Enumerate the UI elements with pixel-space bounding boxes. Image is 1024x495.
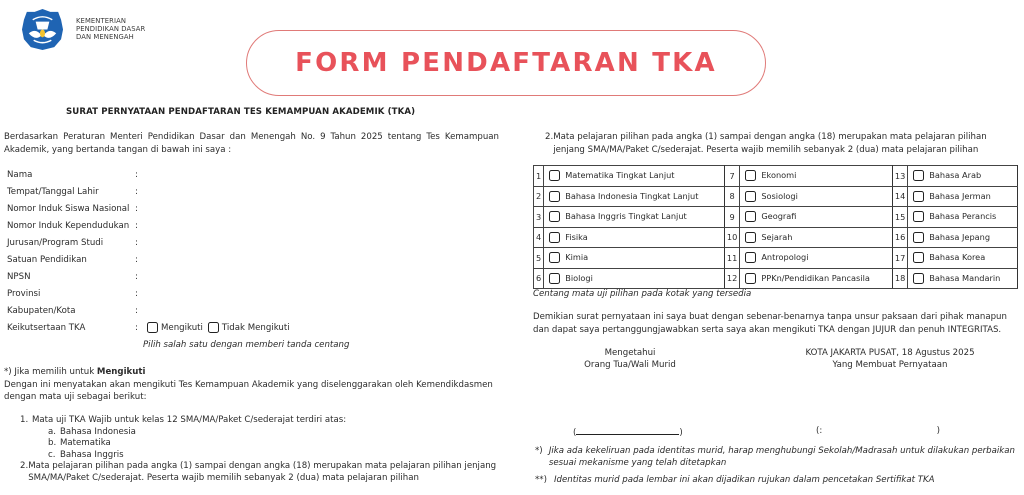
paren-close: ) — [936, 426, 940, 436]
field-label: NPSN — [7, 271, 31, 282]
subject-option[interactable] — [908, 166, 1018, 187]
field-colon: : — [135, 186, 138, 197]
subject-checkbox[interactable] — [913, 191, 924, 202]
ministry-name — [76, 17, 145, 42]
checkbox-tidak-mengikuti[interactable] — [208, 322, 219, 333]
subject-label: Bahasa Inggris Tingkat Lanjut — [565, 211, 687, 222]
subject-label: Bahasa Jerman — [929, 190, 991, 201]
field-tempat-tanggal-lahir[interactable] — [7, 183, 293, 200]
place-date: KOTA JAKARTA PUSAT, 18 Agustus 2025 — [805, 348, 975, 358]
subject-label: Bahasa Perancis — [929, 211, 997, 222]
elective-instructions — [545, 131, 1017, 156]
subject-number: 10 — [724, 227, 739, 248]
option-label: Tidak Mengikuti — [221, 322, 290, 333]
elective-subjects-table — [533, 165, 1018, 289]
list-number: 2. — [20, 461, 29, 471]
subject-checkbox[interactable] — [745, 232, 756, 243]
subject-checkbox[interactable] — [745, 252, 756, 263]
subject-checkbox[interactable] — [745, 170, 756, 181]
subject-label: Geografi — [761, 211, 797, 222]
subject-label: Fisika — [565, 231, 588, 242]
subject-checkbox[interactable] — [745, 191, 756, 202]
intro-paragraph: Berdasarkan Peraturan Menteri Pendidikan Dasar dan Menengah No. 9 Tahun 2025 tentang Tes Kemampuan Akademik, yang bertanda tangan di bawah ini saya : — [4, 132, 499, 155]
subject-checkbox[interactable] — [913, 232, 924, 243]
sub-text: Bahasa Indonesia — [60, 426, 136, 437]
subject-label: Antropologi — [761, 252, 809, 263]
field-keikutsertaan — [7, 319, 293, 336]
subject-checkbox[interactable] — [549, 273, 560, 284]
subject-option[interactable] — [544, 207, 725, 228]
subject-option[interactable] — [544, 186, 725, 207]
subject-label: Matematika Tingkat Lanjut — [565, 170, 675, 181]
subject-option[interactable] — [908, 268, 1018, 289]
subject-number: 3 — [534, 207, 544, 228]
table-row — [534, 166, 1018, 187]
subject-checkbox[interactable] — [913, 252, 924, 263]
test-subject-list — [20, 415, 520, 484]
subject-label: Bahasa Jepang — [929, 231, 991, 242]
sub-item — [20, 450, 520, 462]
list-number: 1. — [20, 415, 29, 425]
table-row — [534, 248, 1018, 269]
student-name-line[interactable] — [816, 426, 940, 436]
subject-number: 1 — [534, 166, 544, 187]
field-kabupaten-kota[interactable] — [7, 302, 293, 319]
sub-item — [20, 427, 520, 439]
subject-number: 13 — [892, 166, 907, 187]
field-label: Nama — [7, 169, 33, 180]
sub-text: Matematika — [60, 438, 111, 448]
field-nama[interactable] — [7, 166, 293, 183]
subject-label: Bahasa Arab — [929, 170, 982, 181]
subject-option[interactable] — [740, 207, 893, 228]
subject-number: 16 — [892, 227, 907, 248]
subject-option[interactable] — [908, 227, 1018, 248]
footnote-mark: **) — [535, 475, 547, 485]
list-text: Mata pelajaran pilihan pada angka (1) sampai dengan angka (18) merupakan mata pelajaran pilihan jenjang SMA/MA/Paket C/sederajat. Peserta wajib memilih sebanyak 2 (dua) mata pelajaran pilihan — [553, 132, 987, 155]
field-label: Nomor Induk Kependudukan — [7, 220, 130, 231]
subject-number: 2 — [534, 186, 544, 207]
closing-statement: Demikian surat pernyataan ini saya buat dengan sebenar-benarnya tanpa unsur paksaan dari pihak manapun dan dapat saya pertanggungjawabkan serta saya akan mengikuti TKA dengan JUJUR dan penuh INTEGRITAS. — [533, 312, 1007, 335]
field-label: Jurusan/Program Studi — [7, 237, 104, 248]
field-colon: : — [135, 203, 138, 214]
field-label: Kabupaten/Kota — [7, 305, 76, 316]
subject-checkbox[interactable] — [745, 273, 756, 284]
note-body: Dengan ini menyatakan akan mengikuti Tes Kemampuan Akademik yang diselenggarakan oleh Kemendikdasmen dengan mata uji sebagai berikut: — [4, 380, 493, 402]
subject-option[interactable] — [740, 227, 893, 248]
list-number: 2. — [545, 132, 554, 142]
note-bold: Mengikuti — [96, 367, 146, 377]
signature-line[interactable] — [576, 426, 679, 435]
subject-option[interactable] — [908, 186, 1018, 207]
field-label: Provinsi — [7, 288, 41, 299]
subject-label: Sosiologi — [761, 190, 798, 201]
sig-left-line1: Mengetahui — [604, 348, 656, 358]
student-signature-block — [775, 348, 1005, 371]
parent-signature-block — [565, 348, 695, 371]
subject-checkbox[interactable] — [913, 273, 924, 284]
footnote-text: Identitas murid pada lembar ini akan dijadikan rujukan dalam pencetakan Sertifikat TKA — [554, 475, 935, 485]
list-text: Mata pelajaran pilihan pada angka (1) sampai dengan angka (18) merupakan mata pelajaran pilihan jenjang SMA/MA/Paket C/sederajat. Peserta wajib memilih sebanyak 2 (dua) mata pelajaran pilihan — [28, 461, 497, 483]
subject-checkbox[interactable] — [549, 232, 560, 243]
field-colon: : — [135, 220, 138, 231]
subject-checkbox[interactable] — [549, 170, 560, 181]
footnote-text: Jika ada kekeliruan pada identitas murid, harap menghubungi Sekolah/Madrasah untuk dilakukan perbaikan sesuai mekanisme yang telah ditetapkan — [548, 446, 1015, 468]
subject-label: Bahasa Indonesia Tingkat Lanjut — [565, 190, 699, 201]
option-tidak-mengikuti[interactable] — [206, 322, 290, 333]
field-provinsi[interactable] — [7, 285, 293, 302]
form-title-banner — [246, 30, 766, 96]
note-prefix: *) Jika memilih untuk — [4, 367, 97, 377]
ministry-logo-icon — [21, 8, 64, 51]
subject-label: PPKn/Pendidikan Pancasila — [761, 272, 870, 283]
subject-number: 17 — [892, 248, 907, 269]
subject-label: Ekonomi — [761, 170, 797, 181]
checkbox-mengikuti[interactable] — [147, 322, 158, 333]
subject-option[interactable] — [544, 166, 725, 187]
list-item — [20, 461, 520, 484]
note-heading — [4, 367, 145, 377]
subject-number: 5 — [534, 248, 544, 269]
field-label: Satuan Pendidikan — [7, 254, 87, 265]
ministry-line-3: DAN MENENGAH — [76, 33, 134, 42]
field-colon: : — [135, 254, 138, 265]
field-nisn[interactable] — [7, 200, 293, 217]
field-nik[interactable] — [7, 217, 293, 234]
ministry-line-2: PENDIDIKAN DASAR — [76, 25, 146, 34]
sub-number: b. — [48, 438, 57, 448]
paren-close: ) — [679, 428, 683, 438]
field-label: Keikutsertaan TKA — [7, 322, 86, 333]
field-jurusan[interactable] — [7, 234, 293, 251]
subject-checkbox[interactable] — [913, 211, 924, 222]
subject-option[interactable] — [740, 268, 893, 289]
subject-number: 6 — [534, 268, 544, 289]
subject-number: 12 — [724, 268, 739, 289]
sub-item — [20, 438, 520, 450]
subject-number: 11 — [724, 248, 739, 269]
subject-option[interactable] — [544, 227, 725, 248]
option-label: Mengikuti — [161, 322, 203, 333]
subject-option[interactable] — [740, 186, 893, 207]
subject-number: 9 — [724, 207, 739, 228]
field-label: Nomor Induk Siswa Nasional — [7, 203, 130, 214]
subject-number: 14 — [892, 186, 907, 207]
sub-number: a. — [48, 426, 56, 437]
subject-label: Kimia — [565, 252, 589, 263]
table-row — [534, 207, 1018, 228]
paren-open: (: — [816, 426, 823, 436]
field-label: Tempat/Tanggal Lahir — [7, 186, 99, 197]
subject-checkbox[interactable] — [549, 252, 560, 263]
subject-checkbox[interactable] — [745, 211, 756, 222]
subject-checkbox[interactable] — [913, 170, 924, 181]
sub-number: c. — [48, 449, 56, 460]
option-mengikuti[interactable] — [145, 322, 203, 333]
participation-hint: Pilih salah satu dengan memberi tanda centang — [143, 340, 350, 350]
ministry-line-1: KEMENTERIAN — [76, 17, 127, 25]
table-row — [534, 268, 1018, 289]
subject-checkbox[interactable] — [549, 191, 560, 202]
footnote-2 — [535, 474, 1020, 486]
footnote-1 — [535, 445, 1020, 469]
subject-number: 7 — [724, 166, 739, 187]
subject-number: 8 — [724, 186, 739, 207]
sig-right-line2: Yang Membuat Pernyataan — [832, 359, 948, 370]
subject-option[interactable] — [544, 248, 725, 269]
field-colon: : — [135, 288, 138, 299]
table-row — [534, 186, 1018, 207]
list-item — [20, 415, 520, 427]
subject-option[interactable] — [544, 268, 725, 289]
subject-number: 4 — [534, 227, 544, 248]
field-npsn[interactable] — [7, 268, 293, 285]
field-colon: : — [135, 271, 138, 282]
field-colon: : — [135, 322, 138, 333]
paren-open: ( — [573, 428, 577, 438]
table-row — [534, 227, 1018, 248]
subject-option[interactable] — [740, 166, 893, 187]
subject-label: Sejarah — [761, 231, 793, 242]
field-colon: : — [135, 169, 138, 180]
field-satuan-pendidikan[interactable] — [7, 251, 293, 268]
subject-option[interactable] — [740, 248, 893, 269]
subject-option[interactable] — [908, 248, 1018, 269]
identity-fields — [7, 166, 293, 336]
subject-label: Biologi — [565, 272, 593, 283]
field-colon: : — [135, 305, 138, 316]
table-hint: Centang mata uji pilihan pada kotak yang tersedia — [533, 289, 752, 299]
field-colon: : — [135, 237, 138, 248]
form-title: FORM PENDAFTARAN TKA — [295, 48, 717, 78]
subject-label: Bahasa Mandarin — [929, 272, 1001, 283]
subject-number: 15 — [892, 207, 907, 228]
sig-left-line2: Orang Tua/Wali Murid — [584, 359, 676, 370]
subject-option[interactable] — [908, 207, 1018, 228]
subject-number: 18 — [892, 268, 907, 289]
list-text: Mata uji TKA Wajib untuk kelas 12 SMA/MA/Paket C/sederajat terdiri atas: — [32, 415, 347, 425]
subject-label: Bahasa Korea — [929, 252, 986, 263]
parent-name-line[interactable] — [573, 426, 683, 438]
footnote-mark: *) — [535, 446, 543, 456]
sub-text: Bahasa Inggris — [60, 449, 124, 460]
document-heading: SURAT PERNYATAAN PENDAFTARAN TES KEMAMPUAN AKADEMIK (TKA) — [66, 107, 416, 117]
subject-checkbox[interactable] — [549, 211, 560, 222]
